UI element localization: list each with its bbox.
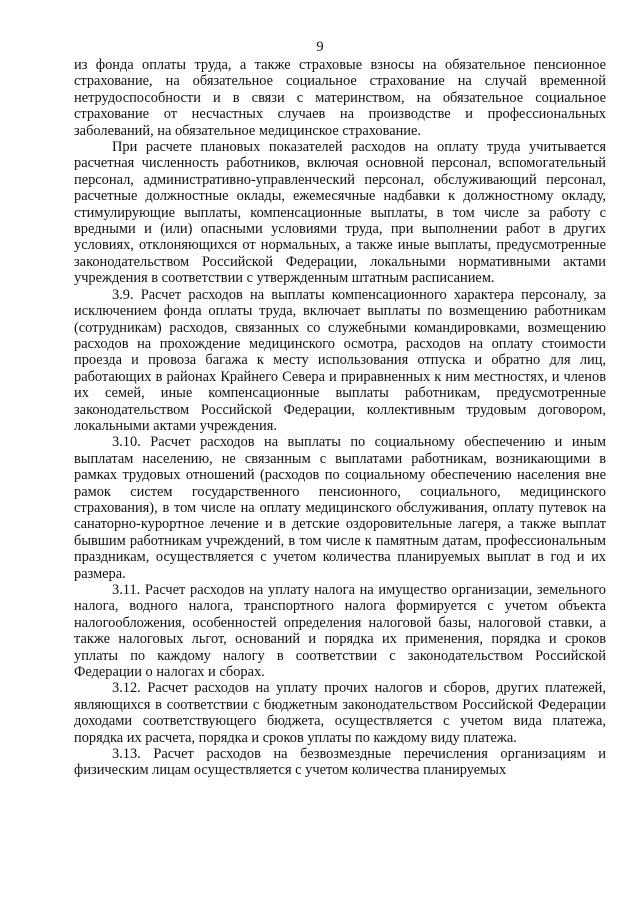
paragraph-3-10: 3.10. Расчет расходов на выплаты по социальному обеспечению и иным выплатам населению, не связанным с выплатами работникам, возникающими в рамках трудовых отношений (расходов по социальному обеспечению населения вне рамок систем государственного пенсионного, социального, медицинского страхования), в том числе на оплату медицинского обслуживания, оплату путевок на санаторно-курортное лечение и в детские оздоровительные лагеря, а также выплат бывшим работникам учреждений, в том числе к памятным датам, профессиональным праздникам, осуществляется с учетом количества планируемых выплат в год и их размера.	[74, 434, 606, 582]
paragraph-continuation: из фонда оплаты труда, а также страховые взносы на обязательное пенсионное страхование, на обязательное социальное страхование на случай временной нетрудоспособности и в связи с материнством, на обязательное социальное страхование от несчастных случаев на производстве и профессиональных заболеваний, на обязательное медицинское страхование.	[74, 57, 606, 139]
paragraph-3-9: 3.9. Расчет расходов на выплаты компенсационного характера персоналу, за исключением фонда оплаты труда, включает выплаты по возмещению работникам (сотрудникам) расходов, связанных со служебными командировками, возмещению расходов на прохождение медицинского осмотра, расходов на оплату стоимости проезда и провоза багажа к месту использования отпуска и обратно для лиц, работающих в районах Крайнего Севера и приравненных к ним местностях, и членов их семей, иные компенсационные выплаты работникам, предусмотренные законодательством Российской Федерации, коллективным трудовым договором, локальными актами учреждения.	[74, 286, 606, 434]
page-number: 9	[316, 39, 324, 55]
paragraph-3-11: 3.11. Расчет расходов на уплату налога на имущество организации, земельного налога, водного налога, транспортного налога формируется с учетом объекта налогообложения, особенностей определения налоговой базы, налоговой ставки, а также налоговых льгот, оснований и порядка их применения, порядка и сроков уплаты по каждому налогу в соответствии с законодательством Российской Федерации о налогах и сборах.	[74, 582, 606, 681]
paragraph-labor-cost-planning: При расчете плановых показателей расходов на оплату труда учитывается расчетная численность работников, включая основной персонал, вспомогательный персонал, административно-управленческий персонал, обслуживающий персонал, расчетные должностные оклады, ежемесячные надбавки к должностному окладу, стимулирующие выплаты, компенсационные выплаты, в том числе за работу с вредными и (или) опасными условиями труда, при выполнении работ в других условиях, отклоняющихся от нормальных, а также иные выплаты, предусмотренные законодательством Российской Федерации, локальными нормативными актами учреждения в соответствии с утвержденным штатным расписанием.	[74, 139, 606, 287]
document-body	[74, 57, 606, 779]
paragraph-3-12: 3.12. Расчет расходов на уплату прочих налогов и сборов, других платежей, являющихся в соответствии с бюджетным законодательством Российской Федерации доходами соответствующего бюджета, осуществляется с учетом вида платежа, порядка их расчета, порядка и сроков уплаты по каждому виду платежа.	[74, 680, 606, 746]
paragraph-3-13: 3.13. Расчет расходов на безвозмездные перечисления организациям и физическим лицам осуществляется с учетом количества планируемых	[74, 746, 606, 779]
